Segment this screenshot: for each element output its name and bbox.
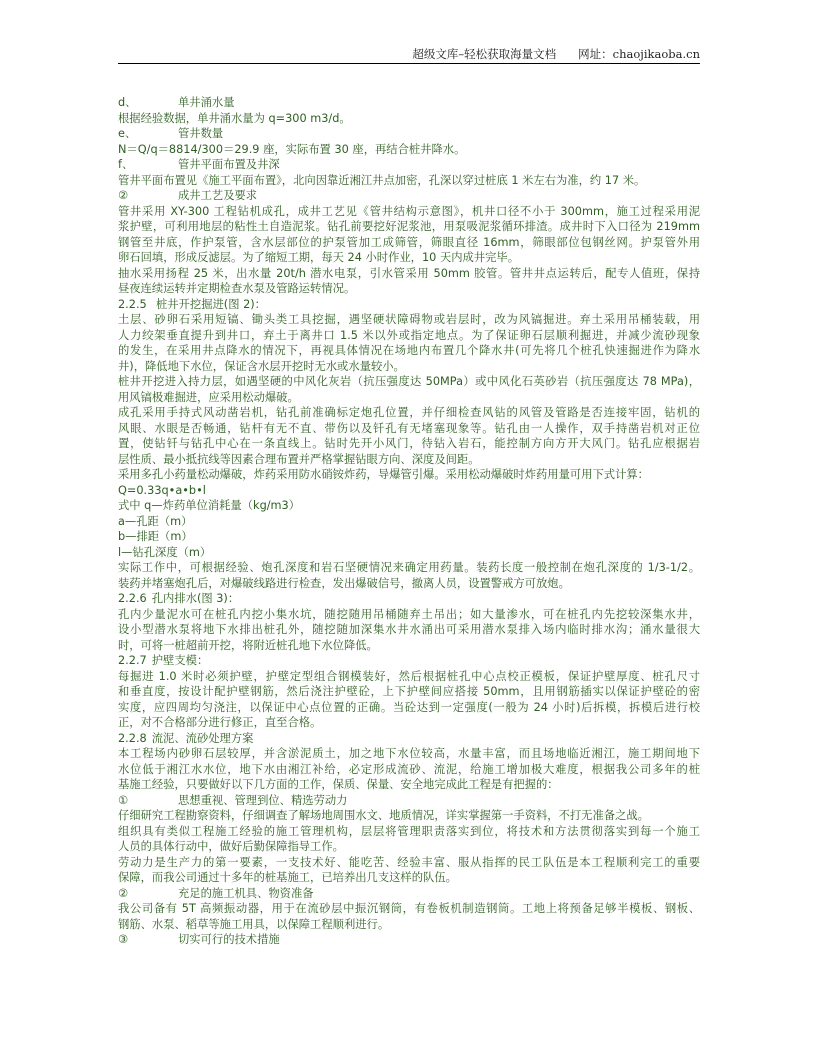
- paragraph-line: 采用多孔小药量松动爆破，炸药采用防水硝铵炸药，导爆管引爆。采用松动爆破时炸药用量可用下式计算：: [118, 468, 649, 481]
- paragraph: [118, 374, 700, 405]
- list-marker: f、: [118, 158, 134, 171]
- paragraph-line: 钢管至井底，作护泵管，含水层部位的护泵管加工成筛管，筛眼直径 16mm，筛眼部位包钢丝网。护泵管外用: [118, 235, 700, 249]
- paragraph-line: 置，使钻钎与钻孔中心在一条直线上。钻时先开小风门，待钻入岩石，能控制方向方开大风门。钻孔应根据岩: [118, 437, 700, 450]
- paragraph-line: 时，可将一桩超前开挖，将附近桩孔地下水位降低。: [118, 638, 378, 652]
- paragraph: [118, 529, 700, 545]
- list-heading-title: 成井工艺及要求: [178, 189, 258, 202]
- paragraph-line: 实度，应四周均匀浇注，以保证中心点位置的正确。当砼达到一定强度(一般为 24 小时)后拆模，拆模后进行校: [118, 700, 700, 714]
- paragraph-line: 抽水采用扬程 25 米，出水量 20t/h 潜水电泵，引水管采用 50mm 胶管。管井井点运转后，配专人值班，保持: [118, 266, 700, 280]
- section-title: 桩井开挖掘进(图 2)：: [156, 297, 266, 311]
- paragraph-line: 成孔采用手持式风动凿岩机，钻孔前准确标定炮孔位置，并仔细检查风钻的风管及管路是否连接牢固，钻机的: [118, 406, 700, 419]
- list-heading: [118, 793, 700, 809]
- paragraph-line: 土层、砂卵石采用短镐、锄头类工具挖掘，遇坚硬状障碍物或岩层时，改为风镐掘进。弃土采用吊桶装载，用: [118, 313, 700, 326]
- paragraph: [118, 824, 700, 855]
- paragraph-line: 管井采用 XY-300 工程钻机成孔，成井工艺见《管井结构示意图》，机井口径不小于 300mm，施工过程采用泥: [118, 204, 700, 218]
- paragraph-line: 根据经验数据，单井涌水量为 q=300 m3/d。: [118, 111, 351, 125]
- paragraph-line: 人力绞架垂直提升到井口，弃土于离井口 1.5 米以外或指定地点。为了保证卵石层顺利掘进，并减少流砂现象: [118, 328, 700, 342]
- paragraph: [118, 514, 700, 530]
- list-heading: [118, 95, 700, 111]
- paragraph-line: 昼夜连续运转并定期检查水泵及管路运转情况。: [118, 282, 356, 295]
- paragraph: [118, 669, 700, 731]
- paragraph-line: 层性质、最小抵抗线等因素合理布置并严格掌握钻眼方向、深度及间距。: [118, 452, 480, 466]
- paragraph: [118, 142, 700, 158]
- section-heading: [118, 297, 700, 313]
- section-heading: [118, 653, 700, 669]
- paragraph-line: 卵石回填，形成反滤层。为了缩短工期，每天 24 小时作业，10 天内成井完毕。: [118, 251, 520, 264]
- section-heading: [118, 731, 700, 747]
- paragraph: [118, 173, 700, 189]
- paragraph-line: 井)，降低地下水位，保证含水层开挖时无水或水量较小。: [118, 359, 405, 373]
- paragraph-line: 和垂直度，按设计配护壁钢筋，然后浇注护壁砼，上下护壁间应搭接 50mm，且用钢筋插实以保证护壁砼的密: [118, 685, 700, 698]
- page-header: [118, 46, 700, 64]
- section-heading: [118, 591, 700, 607]
- list-heading-title: 切实可行的技术措施: [178, 933, 280, 946]
- paragraph: [118, 808, 700, 824]
- paragraph-line: 本工程场内砂卵石层较厚，并含淤泥质土，加之地下水位较高，水量丰富，而且场地临近湘江，施工期间地下: [118, 747, 700, 760]
- section-title: 孔内排水(图 3)：: [151, 592, 240, 605]
- paragraph: [118, 312, 700, 374]
- paragraph-line: l—钻孔深度（m）: [118, 545, 212, 559]
- list-heading: [118, 932, 700, 948]
- list-marker: ①: [118, 793, 129, 807]
- list-heading-title: 管井平面布置及井深: [178, 158, 280, 171]
- paragraph: [118, 111, 700, 127]
- list-marker: e、: [118, 127, 137, 140]
- paragraph-line: 仔细研究工程勘察资料，仔细调查了解场地周围水文、地质情况，详实掌握第一手资料，不打无准备之战。: [118, 809, 649, 822]
- list-heading: [118, 188, 700, 204]
- document-body: [118, 95, 700, 948]
- paragraph-line: 孔内少量泥水可在桩孔内挖小集水坑，随挖随用吊桶随弃土吊出；如大量渗水，可在桩孔内先挖较深集水井，: [118, 607, 700, 621]
- section-number: 2.2.7: [118, 654, 147, 667]
- section-title: 护壁支模：: [151, 654, 209, 667]
- list-heading-title: 单井涌水量: [178, 96, 235, 109]
- paragraph: [118, 483, 700, 499]
- paragraph-line: 浆护壁，可利用地层的粘性土自造泥浆。钻孔前要挖好泥浆池，用泵吸泥浆循环排渣。成井时下入口径为 219mm: [118, 220, 700, 233]
- paragraph: [118, 545, 700, 561]
- list-heading-title: 思想重视、管理到位、精选劳动力: [178, 793, 348, 807]
- paragraph-line: 式中 q—炸药单位消耗量（kg/m3）: [118, 499, 301, 512]
- paragraph-line: 设小型潜水泵将地下水排出桩孔外，随挖随加深集水井水涌出可采用潜水泵排入场内临时排水沟；涌水量很大: [118, 623, 700, 636]
- paragraph: [118, 467, 700, 483]
- paragraph-line: a—孔距（m）: [118, 514, 193, 528]
- paragraph-line: 装药并堵塞炮孔后，对爆破线路进行检查，发出爆破信号，撤离人员，设置警戒方可放炮。: [118, 576, 570, 590]
- list-heading-title: 管井数量: [178, 127, 224, 140]
- paragraph-line: 正，对不合格部分进行修正，直至合格。: [118, 716, 322, 729]
- paragraph-line: 劳动力是生产力的第一要素，一支技术好、能吃苦、经验丰富、服从指挥的民工队伍是本工程顺利完工的重要: [118, 855, 700, 869]
- list-heading-title: 充足的施工机具、物资准备: [178, 886, 314, 900]
- section-number: 2.2.5: [118, 297, 147, 311]
- paragraph-line: 基施工经验，只要做好以下几方面的工作，保质、保量、安全地完成此工程是有把握的：: [118, 778, 559, 791]
- paragraph-line: b—排距（m）: [118, 530, 193, 543]
- paragraph: [118, 855, 700, 886]
- list-marker: ②: [118, 189, 129, 202]
- list-marker: ②: [118, 886, 129, 900]
- paragraph-line: N＝Q/q＝8814/300＝29.9 座，实际布置 30 座，再结合桩井降水。: [118, 142, 466, 156]
- paragraph: [118, 266, 700, 297]
- section-title: 流泥、流砂处理方案: [151, 731, 254, 745]
- list-marker: d、: [118, 96, 137, 109]
- paragraph-line: 管井平面布置见《施工平面布置》，北向因靠近湘江井点加密，孔深以穿过桩底 1 米左右为准，约 17 米。: [118, 173, 646, 187]
- paragraph-line: 的发生，在采用井点降水的情况下，再视具体情况在场地内布置几个降水井(可先将几个桩孔快速掘进作为降水: [118, 344, 700, 357]
- paragraph-line: 我公司备有 5T 高频振动器，用于在流砂层中振沉钢筒，有卷板机制造钢筒。工地上将预备足够半模板、钢板、: [118, 902, 700, 915]
- paragraph-line: 人员的具体行动中，做好后勤保障指导工作。: [118, 840, 344, 853]
- section-number: 2.2.8: [118, 731, 147, 745]
- list-heading: [118, 126, 700, 142]
- header-site-name: 超级文库–轻松获取海量文档: [412, 47, 557, 61]
- paragraph: [118, 746, 700, 793]
- paragraph: [118, 405, 700, 467]
- paragraph: [118, 498, 700, 514]
- paragraph-line: 保障，而我公司通过十多年的桩基施工，已培养出几支这样的队伍。: [118, 871, 457, 884]
- paragraph-line: 风眼、水眼是否畅通，钻杆有无不直、带伤以及钎孔有无堵塞现象等。钻孔由一人操作，双手持凿岩机对正位: [118, 421, 700, 435]
- list-marker: ③: [118, 933, 129, 946]
- header-url: 网址：chaojikaoba.cn: [578, 47, 700, 61]
- paragraph: [118, 901, 700, 932]
- list-heading: [118, 157, 700, 173]
- paragraph-line: 每掘进 1.0 米时必须护壁，护壁定型组合钢模装好，然后根据桩孔中心点校正模板，保证护壁厚度、桩孔尺寸: [118, 669, 700, 683]
- paragraph-line: 桩井开挖进入持力层，如遇坚硬的中风化灰岩（抗压强度达 50MPa）或中风化石英砂岩（抗压强度达 78 MPa)，: [118, 375, 700, 388]
- section-number: 2.2.6: [118, 592, 147, 605]
- paragraph: [118, 607, 700, 654]
- paragraph-line: Q=0.33q•a•b•l: [118, 483, 206, 497]
- paragraph-line: 水位低于湘江水水位，地下水由湘江补给，必定形成流砂、流泥，给施工增加极大难度，根据我公司多年的桩: [118, 762, 700, 776]
- paragraph: [118, 560, 700, 591]
- paragraph-line: 实际工作中，可根据经验、炮孔深度和岩石坚硬情况来确定用药量。装药长度一般控制在炮孔深度的 1/3-1/2。: [118, 561, 700, 574]
- paragraph-line: 钢筋、水泵、稻草等施工用具，以保障工程顺利进行。: [118, 917, 390, 931]
- paragraph-line: 用风镐极难掘进，应采用松动爆破。: [118, 390, 299, 404]
- paragraph-line: 组织具有类似工程施工经验的施工管理机构，层层将管理职责落实到位，将技术和方法贯彻落实到每一个施工: [118, 824, 700, 838]
- list-heading: [118, 886, 700, 902]
- paragraph: [118, 204, 700, 266]
